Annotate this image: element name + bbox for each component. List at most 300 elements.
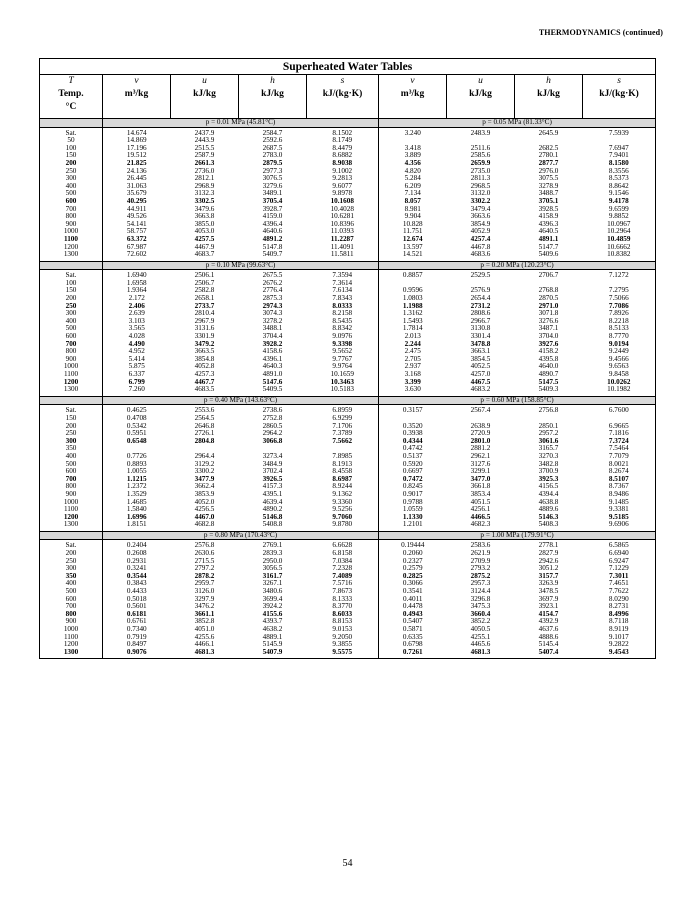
right-value-cell: 0.2825 [402, 571, 423, 580]
column-symbol: u [478, 76, 483, 86]
temperature-cell: 200 [40, 550, 103, 558]
right-value-cell: 2731.2 [470, 301, 491, 310]
right-value-cell: 10.6662 [607, 242, 631, 251]
left-value-cell: 1.9364 [126, 286, 147, 295]
right-value-cell: 3928.5 [538, 204, 559, 213]
left-value-cell: 3705.4 [262, 196, 283, 205]
left-value-cell: 9.7767 [307, 356, 379, 364]
right-value-cell: 3.240 [404, 128, 421, 137]
column-header-6 [447, 75, 515, 119]
temperature-cell: Sat. [40, 127, 103, 137]
right-value-cell: 2793.2 [470, 564, 491, 573]
right-value-cell: 4257.0 [470, 370, 491, 378]
left-value-cell: 2878.2 [194, 571, 215, 580]
left-value-cell: 2646.8 [194, 421, 215, 430]
right-value-cell: 7.6947 [608, 143, 629, 152]
right-value-cell: 5146.3 [538, 512, 559, 521]
left-value-cell: 7.260 [128, 385, 145, 394]
left-value-cell: 2804.8 [194, 436, 215, 445]
right-value-cell: 10.828 [402, 219, 423, 228]
temperature-cell: 400 [40, 453, 103, 461]
right-value-cell: 2870.5 [538, 294, 559, 303]
left-value-cell: 4052.8 [194, 362, 215, 371]
right-value-cell: 8.5133 [608, 324, 629, 333]
right-value-cell: 9.4543 [608, 647, 629, 656]
left-value-cell: 8.1913 [307, 461, 379, 469]
temperature-cell: 1100 [40, 236, 103, 244]
pressure-header-spacer [40, 261, 103, 270]
temperature-cell: 350 [40, 445, 103, 453]
left-value-cell: 2658.1 [194, 294, 215, 303]
left-value-cell: 0.7726 [126, 451, 147, 460]
right-value-cell: 3061.6 [538, 436, 559, 445]
right-value-cell: 2877.7 [538, 158, 559, 167]
temperature-cell: 1100 [40, 371, 103, 379]
pressure-header-row [40, 531, 656, 540]
right-value-cell: 4888.6 [538, 632, 559, 641]
right-value-cell: 3925.3 [538, 474, 559, 483]
left-value-cell: 3924.2 [262, 602, 283, 611]
table-row [40, 649, 656, 659]
right-value-cell: 4465.6 [470, 640, 491, 649]
right-value-cell: 6.6940 [608, 549, 629, 558]
right-value-cell: 0.3938 [402, 429, 423, 438]
right-value-cell: 3270.3 [538, 451, 559, 460]
temperature-cell: 1000 [40, 499, 103, 507]
right-value-cell: 4889.6 [538, 505, 559, 514]
left-value-cell: 9.5575 [307, 649, 379, 659]
left-value-cell: 3297.9 [194, 594, 215, 603]
left-value-cell: 0.3544 [126, 571, 147, 580]
left-value-cell: 10.5183 [307, 386, 379, 396]
right-value-cell: 6.9247 [608, 556, 629, 565]
left-value-cell: 9.3398 [307, 341, 379, 349]
left-value-cell: 0.5951 [126, 429, 147, 438]
right-value-cell: 5147.7 [538, 242, 559, 251]
left-value-cell: 3301.9 [194, 332, 215, 341]
left-value-cell: 7.5662 [307, 438, 379, 446]
right-value-cell: 2962.1 [470, 451, 491, 460]
temperature-cell: 700 [40, 341, 103, 349]
left-value-cell: 3076.5 [262, 174, 283, 183]
left-value-cell: 10.1659 [307, 371, 379, 379]
temperature-cell: 50 [40, 137, 103, 145]
left-value-cell: 6.8158 [307, 550, 379, 558]
right-value-cell: 2881.2 [470, 444, 491, 453]
left-value-cell: 2687.5 [262, 143, 283, 152]
left-value-cell: 4157.3 [262, 482, 283, 491]
right-value-cell: 7.2795 [608, 286, 629, 295]
left-value-cell: 2879.5 [262, 158, 283, 167]
left-value-cell: 0.6181 [126, 609, 147, 618]
left-value-cell: 2839.3 [262, 549, 283, 558]
right-value-cell: 7.9401 [608, 151, 629, 160]
right-value-cell: 5.284 [404, 174, 421, 183]
left-value-cell: 9.5256 [307, 506, 379, 514]
temperature-cell: 400 [40, 580, 103, 588]
right-value-cell: 3477.0 [470, 474, 491, 483]
right-value-cell: 4156.5 [538, 482, 559, 491]
right-value-cell: 7.134 [404, 189, 421, 198]
column-subunit: °C [65, 102, 77, 112]
left-value-cell: 6.6628 [307, 540, 379, 550]
left-value-cell: 5408.8 [262, 520, 283, 529]
right-value-cell: 4.820 [404, 166, 421, 175]
left-value-cell: 4683.7 [194, 250, 215, 259]
right-value-cell: 8.1580 [608, 158, 629, 167]
left-pressure-label: p = 0.10 MPa (99.63°C) [103, 261, 379, 270]
left-value-cell: 10.4028 [307, 206, 379, 214]
left-value-cell: 49.526 [126, 212, 147, 221]
left-value-cell: 2676.2 [262, 278, 283, 287]
column-header-5 [379, 75, 447, 119]
left-value-cell: 7.8673 [307, 588, 379, 596]
right-value-cell: 4683.2 [470, 385, 491, 394]
right-value-cell: 11.751 [403, 227, 423, 236]
right-value-cell: 2768.8 [538, 286, 559, 295]
right-value-cell: 3263.9 [538, 579, 559, 588]
left-value-cell: 9.7060 [307, 514, 379, 522]
left-value-cell: 5409.5 [262, 385, 283, 394]
right-value-cell: 3475.3 [470, 602, 491, 611]
left-value-cell: 2443.9 [194, 136, 215, 145]
left-value-cell: 0.5018 [126, 594, 147, 603]
left-value-cell: 3488.1 [262, 324, 283, 333]
left-pressure-label: p = 0.80 MPa (170.43°C) [103, 531, 379, 540]
right-value-cell: 1.1330 [402, 512, 423, 521]
left-value-cell: 3702.4 [262, 467, 283, 476]
left-value-cell: 1.2372 [126, 482, 147, 491]
left-value-cell: 2860.5 [262, 421, 283, 430]
left-value-cell: 9.1362 [307, 491, 379, 499]
left-value-cell: 3852.8 [194, 617, 215, 626]
right-value-cell: 2621.9 [470, 549, 491, 558]
left-value-cell: 3300.2 [194, 467, 215, 476]
pressure-block [40, 531, 656, 659]
left-value-cell: 14.869 [126, 136, 147, 145]
right-value-cell: 0.3157 [402, 406, 423, 415]
left-value-cell: 1.8151 [126, 520, 147, 529]
right-value-cell: 6.7600 [608, 406, 629, 415]
right-value-cell: 0.3066 [402, 579, 423, 588]
right-value-cell: 3071.8 [538, 309, 559, 318]
left-value-cell: 1.0055 [126, 467, 147, 476]
table-header [40, 59, 656, 119]
column-header-0 [40, 75, 103, 119]
right-value-cell: 3482.8 [538, 459, 559, 468]
column-unit: kJ/(kg·K) [599, 89, 639, 99]
left-value-cell: 1.6958 [126, 278, 147, 287]
left-value-cell: 0.8893 [126, 459, 147, 468]
right-value-cell: 0.3520 [402, 421, 423, 430]
right-value-cell: 2706.7 [538, 271, 559, 280]
left-pressure-label: p = 0.40 MPa (143.63°C) [103, 396, 379, 405]
column-unit: m³/kg [124, 89, 149, 99]
right-value-cell: 3478.5 [538, 587, 559, 596]
left-value-cell: 0.3241 [126, 564, 147, 573]
left-value-cell: 9.5652 [307, 348, 379, 356]
left-value-cell: 2726.1 [194, 429, 215, 438]
left-value-cell: 8.4479 [307, 145, 379, 153]
left-value-cell: 35.679 [126, 189, 147, 198]
left-value-cell: 4467.9 [194, 242, 215, 251]
left-value-cell: 2810.4 [194, 309, 215, 318]
temperature-cell: 900 [40, 491, 103, 499]
right-value-cell: 0.5871 [402, 625, 423, 633]
left-value-cell: 2968.9 [194, 181, 215, 190]
right-value-cell: 3299.1 [470, 467, 491, 476]
left-value-cell: 3074.3 [262, 309, 283, 318]
temperature-cell: 1200 [40, 641, 103, 649]
pressure-header-row [40, 261, 656, 270]
left-value-cell: 9.3855 [307, 641, 379, 649]
temperature-cell: 600 [40, 468, 103, 476]
left-value-cell: 1.6996 [126, 512, 147, 521]
right-value-cell: 1.3162 [402, 309, 423, 318]
pressure-header-row [40, 396, 656, 405]
right-value-cell: 8.5373 [608, 174, 629, 183]
temperature-cell: 250 [40, 303, 103, 311]
right-value-cell: 2.244 [404, 339, 421, 348]
left-value-cell: 21.825 [126, 158, 147, 167]
right-value-cell: 3132.0 [470, 189, 491, 198]
left-value-cell: 3663.5 [194, 347, 215, 356]
right-value-cell: 2654.4 [470, 294, 491, 303]
right-value-cell: 2827.9 [538, 549, 559, 558]
left-value-cell: 4889.1 [262, 632, 283, 641]
temperature-cell: 900 [40, 618, 103, 626]
temperature-cell: 1000 [40, 363, 103, 371]
right-value-cell: 0.6697 [402, 467, 423, 476]
left-value-cell: 63.372 [126, 234, 147, 243]
right-value-cell: 4467.8 [470, 242, 491, 251]
left-value-cell: 4640.6 [262, 227, 283, 236]
pressure-block [40, 119, 656, 262]
right-value-cell: 3130.8 [470, 324, 491, 333]
left-value-cell: 3126.0 [194, 587, 215, 596]
temperature-cell: 600 [40, 596, 103, 604]
right-value-cell: 0.4943 [402, 609, 423, 618]
right-value-cell: 3853.4 [470, 489, 491, 498]
left-value-cell: 2587.9 [194, 151, 215, 160]
left-value-cell: 3.103 [128, 316, 145, 325]
left-value-cell: 3273.4 [262, 451, 283, 460]
left-value-cell: 4155.6 [262, 609, 283, 618]
left-value-cell: 9.6077 [307, 183, 379, 191]
right-value-cell: 9.6599 [608, 204, 629, 213]
temperature-cell: 200 [40, 160, 103, 168]
right-value-cell: 3.630 [404, 385, 421, 394]
left-value-cell: 3129.2 [194, 459, 215, 468]
temperature-cell: 1000 [40, 626, 103, 634]
left-value-cell: 2553.6 [194, 406, 215, 415]
left-value-cell: 7.8343 [307, 295, 379, 303]
temperature-cell: 1100 [40, 506, 103, 514]
temperature-cell: 1200 [40, 514, 103, 522]
left-value-cell: 3.565 [128, 324, 145, 333]
right-value-cell: 2709.9 [470, 556, 491, 565]
column-unit: Temp. [58, 89, 84, 99]
right-value-cell: 8.0021 [608, 459, 629, 468]
right-value-cell: 9.2822 [608, 640, 629, 649]
right-value-cell: 3705.1 [538, 196, 559, 205]
column-unit: kJ/kg [469, 89, 492, 99]
right-value-cell: 4681.3 [470, 647, 491, 656]
left-value-cell: 2769.1 [262, 541, 283, 550]
temperature-cell: 500 [40, 325, 103, 333]
right-value-cell: 9.5185 [608, 512, 629, 521]
left-value-cell: 24.136 [126, 166, 147, 175]
left-value-cell: 5147.8 [262, 242, 283, 251]
right-value-cell: 2971.0 [538, 301, 559, 310]
left-value-cell: 4393.7 [262, 617, 283, 626]
left-value-cell: 2776.4 [262, 286, 283, 295]
left-value-cell: 1.4685 [126, 497, 147, 506]
left-value-cell: 4158.6 [262, 347, 283, 356]
right-value-cell: 4638.8 [538, 497, 559, 506]
column-header-3 [239, 75, 307, 119]
temperature-cell: 100 [40, 145, 103, 153]
left-value-cell: 9.2050 [307, 634, 379, 642]
left-value-cell: 4159.0 [262, 212, 283, 221]
left-value-cell: 0.7340 [126, 625, 147, 633]
temperature-cell: 1300 [40, 386, 103, 396]
column-unit: kJ/(kg·K) [322, 89, 363, 99]
table-row [40, 521, 656, 531]
column-symbol: s [340, 76, 345, 86]
left-value-cell: 4467.7 [194, 377, 215, 386]
column-unit: kJ/kg [193, 89, 216, 99]
left-value-cell: 1.6940 [126, 271, 147, 280]
left-value-cell: 2715.5 [194, 556, 215, 565]
temperature-cell: 400 [40, 183, 103, 191]
left-value-cell: 4255.6 [194, 632, 215, 641]
right-value-cell: 2585.6 [470, 151, 491, 160]
left-value-cell: 6.799 [128, 377, 145, 386]
right-value-cell: 8.2731 [608, 602, 629, 611]
left-value-cell: 8.9244 [307, 483, 379, 491]
left-value-cell: 2506.1 [194, 271, 215, 280]
left-value-cell: 3489.1 [262, 189, 283, 198]
left-value-cell: 4683.5 [194, 385, 215, 394]
right-value-cell: 0.2060 [402, 549, 423, 558]
pressure-header-row [40, 119, 656, 128]
right-value-cell: 2638.9 [470, 421, 491, 430]
left-value-cell: 9.0976 [307, 333, 379, 341]
left-value-cell: 3477.9 [194, 474, 215, 483]
right-value-cell: 9.0194 [608, 339, 629, 348]
right-value-cell: 4682.3 [470, 520, 491, 529]
right-value-cell: 9.904 [404, 212, 421, 221]
column-symbol: h [546, 76, 551, 86]
left-value-cell: 2875.3 [262, 294, 283, 303]
temperature-cell: 700 [40, 603, 103, 611]
left-value-cell: 4396.1 [262, 354, 283, 363]
left-value-cell: 2506.7 [194, 278, 215, 287]
superheated-water-table-container [39, 58, 655, 659]
left-value-cell: 7.6134 [307, 287, 379, 295]
temperature-cell: 250 [40, 168, 103, 176]
right-value-cell: 3663.1 [470, 347, 491, 356]
left-value-cell: 4.028 [128, 332, 145, 341]
left-value-cell: 11.5811 [307, 251, 379, 261]
right-value-cell: 4158.9 [538, 212, 559, 221]
left-value-cell: 8.2158 [307, 310, 379, 318]
left-value-cell: 4891.2 [262, 234, 283, 243]
left-value-cell: 8.6882 [307, 152, 379, 160]
right-value-cell: 9.3381 [608, 505, 629, 514]
superheated-water-table [39, 58, 656, 659]
right-value-cell: 3660.4 [470, 609, 491, 618]
temperature-cell: 1100 [40, 634, 103, 642]
left-value-cell: 3704.4 [262, 332, 283, 341]
right-pressure-label: p = 1.00 MPa (179.91°C) [379, 531, 656, 540]
right-value-cell: 1.1988 [402, 301, 423, 310]
temperature-cell: 1300 [40, 521, 103, 531]
right-value-cell: 4640.0 [538, 362, 559, 371]
right-value-cell: 2808.6 [470, 309, 491, 318]
left-value-cell: 4396.4 [262, 219, 283, 228]
left-value-cell: 7.5716 [307, 580, 379, 588]
left-value-cell: 2977.3 [262, 166, 283, 175]
left-value-cell: 2515.5 [194, 143, 215, 152]
temperature-cell: 1000 [40, 228, 103, 236]
left-value-cell: 4466.1 [194, 640, 215, 649]
left-value-cell: 14.674 [126, 128, 147, 137]
left-value-cell: 3926.5 [262, 474, 283, 483]
right-value-cell: 8.3556 [608, 166, 629, 175]
right-value-cell: 8.7118 [609, 617, 629, 626]
right-value-cell: 3124.4 [470, 587, 491, 596]
left-value-cell: 9.9764 [307, 363, 379, 371]
right-value-cell: 7.3011 [609, 571, 629, 580]
right-value-cell: 2850.1 [538, 421, 559, 430]
column-header-4 [307, 75, 379, 119]
right-value-cell: 2968.5 [470, 181, 491, 190]
right-value-cell: 0.7261 [402, 647, 423, 656]
right-value-cell: 8.4996 [608, 609, 629, 618]
table-row [40, 438, 656, 446]
right-value-cell: 2811.3 [470, 174, 491, 183]
right-value-cell: 0.8245 [402, 482, 423, 491]
left-value-cell: 40.295 [126, 196, 147, 205]
right-value-cell: 0.5407 [402, 617, 423, 626]
left-value-cell: 2738.6 [262, 406, 283, 415]
left-value-cell: 3855.0 [194, 219, 215, 228]
right-value-cell: 4637.6 [538, 625, 559, 633]
right-value-cell: 7.5066 [608, 294, 629, 303]
right-value-cell: 4683.6 [470, 250, 491, 259]
right-value-cell: 7.1816 [608, 429, 629, 438]
left-value-cell: 2752.8 [262, 413, 283, 422]
left-value-cell: 2964.2 [262, 429, 283, 438]
pressure-header-spacer [40, 531, 103, 540]
right-value-cell: 4890.7 [538, 370, 559, 378]
temperature-cell: 300 [40, 310, 103, 318]
temperature-cell: 1300 [40, 649, 103, 659]
left-value-cell: 3066.8 [262, 436, 283, 445]
left-value-cell: 3480.6 [262, 587, 283, 596]
right-value-cell: 0.6335 [402, 632, 423, 641]
right-value-cell: 2735.0 [470, 166, 491, 175]
right-value-cell: 4395.8 [538, 354, 559, 363]
right-value-cell: 4050.5 [470, 625, 491, 633]
left-value-cell: 3662.4 [194, 482, 215, 491]
right-value-cell: 2576.9 [470, 286, 491, 295]
left-value-cell: 8.5435 [307, 318, 379, 326]
left-value-cell: 3699.4 [262, 594, 283, 603]
left-value-cell: 2783.0 [262, 151, 283, 160]
